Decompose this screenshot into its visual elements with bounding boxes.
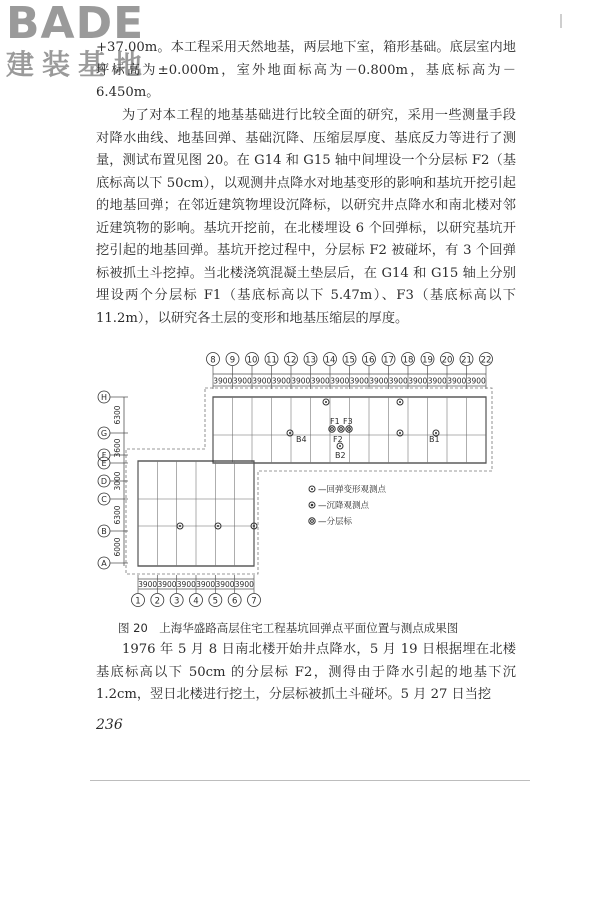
top-axis-label: 21 — [461, 355, 472, 366]
legend — [309, 484, 387, 527]
top-axis-label: 20 — [441, 355, 453, 366]
top-axis-label: 9 — [229, 355, 236, 366]
top-axis-label: 14 — [324, 355, 336, 366]
label-f2: F2 — [333, 435, 343, 444]
bottom-dim-label: 3900 — [215, 580, 235, 589]
left-axis-label: H — [100, 393, 108, 402]
top-dim-label: 3900 — [291, 376, 311, 386]
top-dim-label: 3900 — [447, 376, 467, 386]
layer-markers — [329, 426, 352, 432]
left-dim-label: 6000 — [113, 537, 122, 557]
logo-brand: BADE — [6, 0, 145, 49]
legend-rebound: —回弹变形观测点 — [318, 485, 387, 495]
top-dim-label: 3900 — [232, 376, 252, 386]
label-b4: B4 — [296, 435, 307, 444]
top-dim-label: 3900 — [466, 376, 486, 386]
top-axis-label: 12 — [285, 355, 297, 366]
label-f3: F3 — [343, 417, 353, 426]
label-b2: B2 — [335, 451, 346, 460]
top-dim-label: 3900 — [310, 376, 330, 386]
top-axis-label: 22 — [480, 355, 492, 366]
label-f1: F1 — [330, 417, 340, 426]
left-dim-label: 3000 — [113, 471, 122, 491]
paragraph-1: +37.00m。本工程采用天然地基，两层地下室，箱形基础。底层室内地坪标高为±0.000m，室外地面标高为－0.800m，基底标高为－6.450m。 — [96, 40, 516, 100]
left-dim-label: 3600 — [113, 438, 122, 458]
label-b1: B1 — [429, 435, 440, 444]
paragraph-3: 1976 年 5 月 8 日南北楼开始井点降水，5 月 19 日根据埋在北楼基底标高以下 50cm 的分层标 F2，测得由于降水引起的地基下沉 1.2cm，翌日北楼进行挖土，分层标被抓土斗碰坏。5 月 27 日当挖 — [96, 642, 516, 702]
bottom-axis-label: 3 — [173, 596, 180, 607]
legend-settlement: —沉降观测点 — [318, 501, 370, 511]
legend-layer: —分层标 — [318, 517, 353, 527]
left-dim-label: 6300 — [113, 405, 122, 425]
top-axis-label: 11 — [266, 355, 277, 366]
left-axis-label: F — [101, 451, 107, 460]
left-axis-label: A — [101, 559, 107, 568]
top-dim-label: 3900 — [349, 376, 369, 386]
top-axis-label: 19 — [422, 355, 433, 366]
bottom-dim-label: 3900 — [234, 580, 254, 589]
bottom-axis-label: 6 — [231, 596, 238, 607]
top-axis-label: 16 — [363, 355, 375, 366]
top-axis-label: 17 — [383, 355, 394, 366]
bottom-axis-label: 4 — [193, 596, 199, 607]
top-dim-label: 3900 — [271, 376, 291, 386]
top-axis-label: 8 — [210, 355, 216, 366]
left-axis-label: E — [101, 459, 107, 468]
page-number: 236 — [96, 717, 123, 733]
corner-mark — [560, 14, 569, 28]
top-dim-label: 3900 — [388, 376, 408, 386]
bottom-rule — [90, 780, 530, 781]
left-axis-label: B — [101, 527, 107, 536]
top-axis-label: 18 — [402, 355, 414, 366]
figure-20-plan — [0, 345, 600, 625]
bottom-dim-label: 3900 — [176, 580, 196, 589]
left-axis-label: D — [100, 477, 108, 486]
top-dim-label: 3900 — [252, 376, 272, 386]
bottom-axis-label: 1 — [135, 596, 141, 607]
left-axis-label: G — [100, 429, 108, 438]
figure-caption: 图 20 上海华盛路高层住宅工程基坑回弹点平面位置与测点成果图 — [118, 621, 459, 635]
paragraph-2: 为了对本工程的地基基础进行比较全面的研究，采用一些测量手段对降水曲线、地基回弹、基础沉降、压缩层厚度、基底反力等进行了测量，测试布置见图 20。在 G14 和 G15 轴中间埋设一个分层标 F2（基底标高以下 50cm），以观测井点降水对地基变形的影响和基坑开挖引起的地基回弹；在邻近建筑物埋设沉降标，以研究井点降水和南北楼对邻近建筑物的影响。基坑开挖前，在北楼埋设 6 个回弹标，以研究基坑开挖引起的地基回弹。基坑开挖过程中，分层标 F2 被碰坏，有 3 个回弹标被抓土斗挖掉。当北楼浇筑混凝土垫层后，在 G14 和 G15 轴上分别埋设两个分层标 F1（基底标高以下 5.47m）、F3（基底标高以下 11.2m），以研究各土层的变形和地基压缩层的厚度。 — [96, 108, 516, 326]
left-axis-label: C — [101, 495, 107, 504]
top-dim-label: 3900 — [369, 376, 389, 386]
bottom-dim-label: 3900 — [196, 580, 216, 589]
bottom-dim-label: 3900 — [138, 580, 158, 589]
bottom-axis-label: 2 — [154, 596, 161, 607]
top-axis-label: 13 — [305, 355, 316, 366]
top-axis-label: 10 — [246, 355, 258, 366]
rebound-points — [177, 399, 439, 529]
top-axis-label: 15 — [344, 355, 355, 366]
top-dim-label: 3900 — [427, 376, 447, 386]
bottom-axis-label: 5 — [212, 596, 219, 607]
logo-subtitle: 建装基地 — [6, 48, 151, 81]
top-dim-label: 3900 — [408, 376, 428, 386]
top-dim-label: 3900 — [213, 376, 233, 386]
top-dim-label: 3900 — [330, 376, 350, 386]
left-dim-label: 6300 — [113, 505, 122, 525]
bottom-axis-label: 7 — [251, 596, 257, 607]
bottom-dim-label: 3900 — [157, 580, 177, 589]
